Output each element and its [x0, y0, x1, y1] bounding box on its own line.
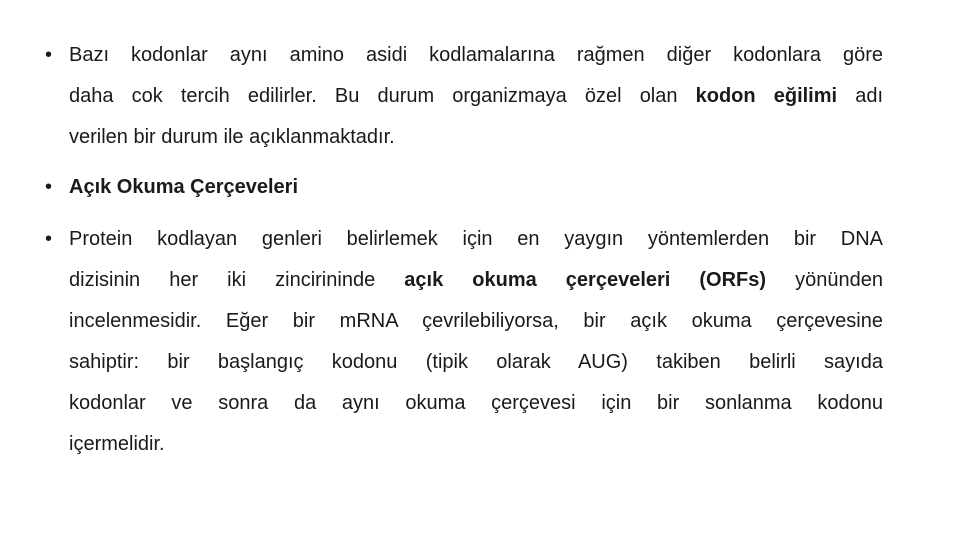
- bold-term: kodon eğilimi: [695, 85, 838, 107]
- bullet-line: [69, 424, 883, 465]
- bullet-marker: •: [45, 228, 53, 250]
- bullet-orf-description: [45, 219, 883, 465]
- bullet-marker: •: [45, 44, 53, 66]
- text-segment: içermelidir.: [69, 433, 165, 455]
- bullet-line: [69, 76, 883, 117]
- bullet-marker: •: [45, 176, 53, 198]
- text-segment: adı: [837, 85, 884, 107]
- text-segment: kodonlar ve sonra da aynı okuma çerçevesi için bir sonlanma kodonu: [69, 392, 883, 414]
- section-heading: Açık Okuma Çerçeveleri: [69, 176, 299, 198]
- bullet-line: [69, 167, 883, 208]
- text-segment: verilen bir durum ile açıklanmaktadır.: [69, 126, 395, 148]
- bullet-line: [69, 35, 883, 76]
- bullet-line: [69, 260, 883, 301]
- bullet-codon-bias: [45, 35, 883, 158]
- bullet-orf-heading: [45, 167, 883, 208]
- text-segment: yönünden: [766, 269, 883, 291]
- bullet-line: [69, 301, 883, 342]
- bullet-line: [69, 219, 883, 260]
- bullet-line: [69, 342, 883, 383]
- bullet-line: [69, 383, 883, 424]
- text-segment: incelenmesidir. Eğer bir mRNA çevrilebiliyorsa, bir açık okuma çerçevesine: [69, 310, 883, 332]
- text-segment: dizisinin her iki zincirininde: [69, 269, 405, 291]
- text-segment: sahiptir: bir başlangıç kodonu (tipik olarak AUG) takiben belirli sayıda: [69, 351, 883, 373]
- bold-term: açık okuma çerçeveleri (ORFs): [404, 269, 767, 291]
- bullet-line: [69, 117, 883, 158]
- text-segment: Protein kodlayan genleri belirlemek için en yaygın yöntemlerden bir DNA: [69, 228, 883, 250]
- text-segment: daha cok tercih edilirler. Bu durum organizmaya özel olan: [69, 85, 696, 107]
- text-segment: Bazı kodonlar aynı amino asidi kodlamalarına rağmen diğer kodonlara göre: [69, 44, 883, 66]
